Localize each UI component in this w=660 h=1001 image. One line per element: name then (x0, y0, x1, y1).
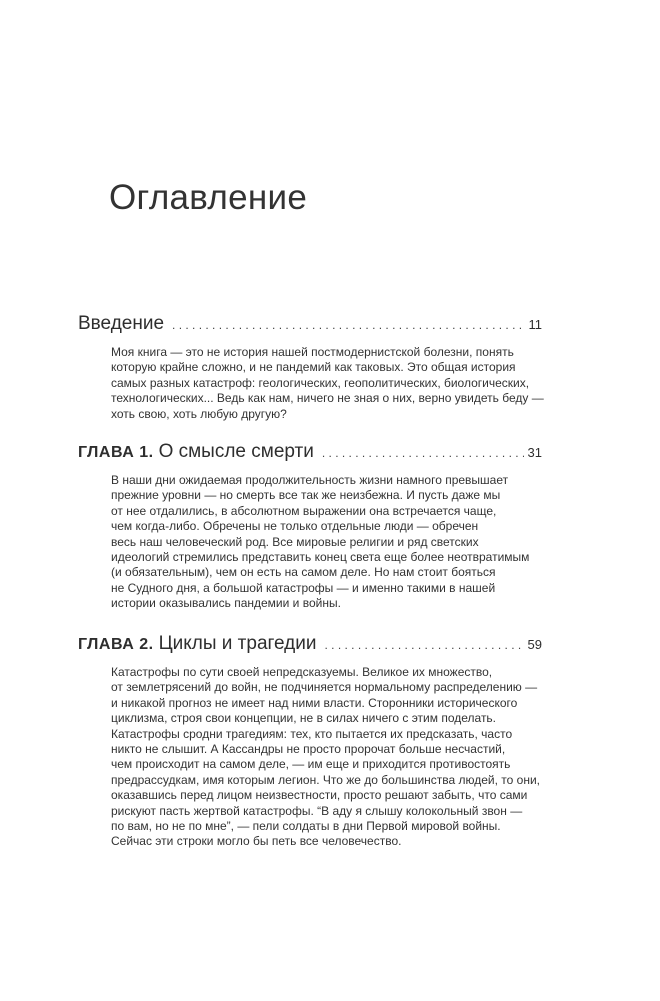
chapter-title: О смысле смерти (158, 441, 314, 462)
summary-line: В наши дни ожидаемая продолжительность жизни намного превышает (111, 473, 509, 487)
summary-line: прежние уровни — но смерть все так же неизбежна. И пусть даже мы (111, 488, 501, 503)
summary-line: весь наш человеческий род. Все мировые религии и ряд светских (111, 534, 479, 549)
page-number: 59 (527, 637, 542, 652)
chapter-summary (111, 473, 542, 612)
chapter-summary (111, 345, 542, 422)
dot-leader (324, 638, 523, 652)
summary-line: самых разных катастроф: геологических, геополитических, биологических, (111, 375, 530, 390)
summary-line: которую крайне сложно, и не пандемий как таковых. Это общая история (111, 360, 516, 375)
summary-line: никто не слышит. А Кассандры не просто пророчат больше несчастий, (111, 742, 506, 757)
dot-leader (172, 318, 524, 332)
summary-line: чем когда-либо. Обречены не только отдельные люди — обречен (111, 519, 479, 534)
chapter-label: ГЛАВА 2. (78, 636, 154, 653)
chapter-title: Введение (78, 313, 165, 334)
toc-entry (78, 441, 542, 612)
summary-line: Моя книга — это не история нашей постмодернистской болезни, понять (111, 345, 514, 359)
chapter-title: Циклы и трагедии (158, 633, 317, 654)
toc-heading[interactable] (78, 313, 542, 335)
summary-line: чем происходит на самом деле, — им еще и приходится противостоять (111, 757, 511, 772)
summary-line: Катастрофы сродни трагедиям: тех, кто пытается их предсказать, часто (111, 726, 513, 741)
summary-line: по вам, но не по мне”, — пели солдаты в дни Первой мировой войны. (111, 819, 501, 834)
page-number: 31 (527, 445, 542, 460)
summary-line: хоть свою, хоть любую другую? (111, 406, 287, 421)
toc-entry (78, 313, 542, 422)
summary-line: идеологий стремились представить конец света еще более неотвратимым (111, 550, 530, 565)
summary-line: рискуют пасть жертвой катастрофы. “В аду я слышу колокольный звон — (111, 803, 523, 818)
summary-line: Катастрофы по сути своей непредсказуемы. Великое их множество, (111, 665, 493, 679)
summary-line: не Судного дня, а большой катастрофы — и именно такими в нашей (111, 580, 496, 595)
summary-line: технологических... Ведь как нам, ничего не зная о них, верно увидеть беду — (111, 391, 544, 406)
summary-line: и никакой прогноз не имеет над ними власти. Сторонники исторического (111, 695, 518, 710)
summary-line: предрассудкам, имя которым легион. Что же до большинства людей, то они, (111, 772, 541, 787)
summary-line: от землетрясений до войн, не подчиняется нормальному распределению — (111, 680, 538, 695)
summary-line: (и обязательным), чем он есть на самом деле. Но нам стоит бояться (111, 565, 496, 580)
dot-leader (322, 446, 524, 460)
summary-line: оказавшись перед лицом неизвестности, просто решают забыть, что сами (111, 788, 528, 803)
summary-line: Сейчас эти строки могло бы петь все человечество. (111, 834, 402, 849)
summary-line: циклизма, строя свои концепции, не в силах ничего с этим поделать. (111, 711, 497, 726)
summary-line: истории оказывались пандемии и войны. (111, 596, 341, 611)
summary-line: от нее отдалились, в абсолютном выражении она встречается чаще, (111, 503, 497, 518)
toc-entry (78, 633, 542, 850)
page-title: Оглавление (109, 178, 308, 218)
toc-heading[interactable] (78, 633, 542, 655)
toc-heading[interactable] (78, 441, 542, 463)
chapter-label: ГЛАВА 1. (78, 444, 154, 461)
page-number: 11 (528, 317, 542, 332)
chapter-summary (111, 665, 542, 850)
